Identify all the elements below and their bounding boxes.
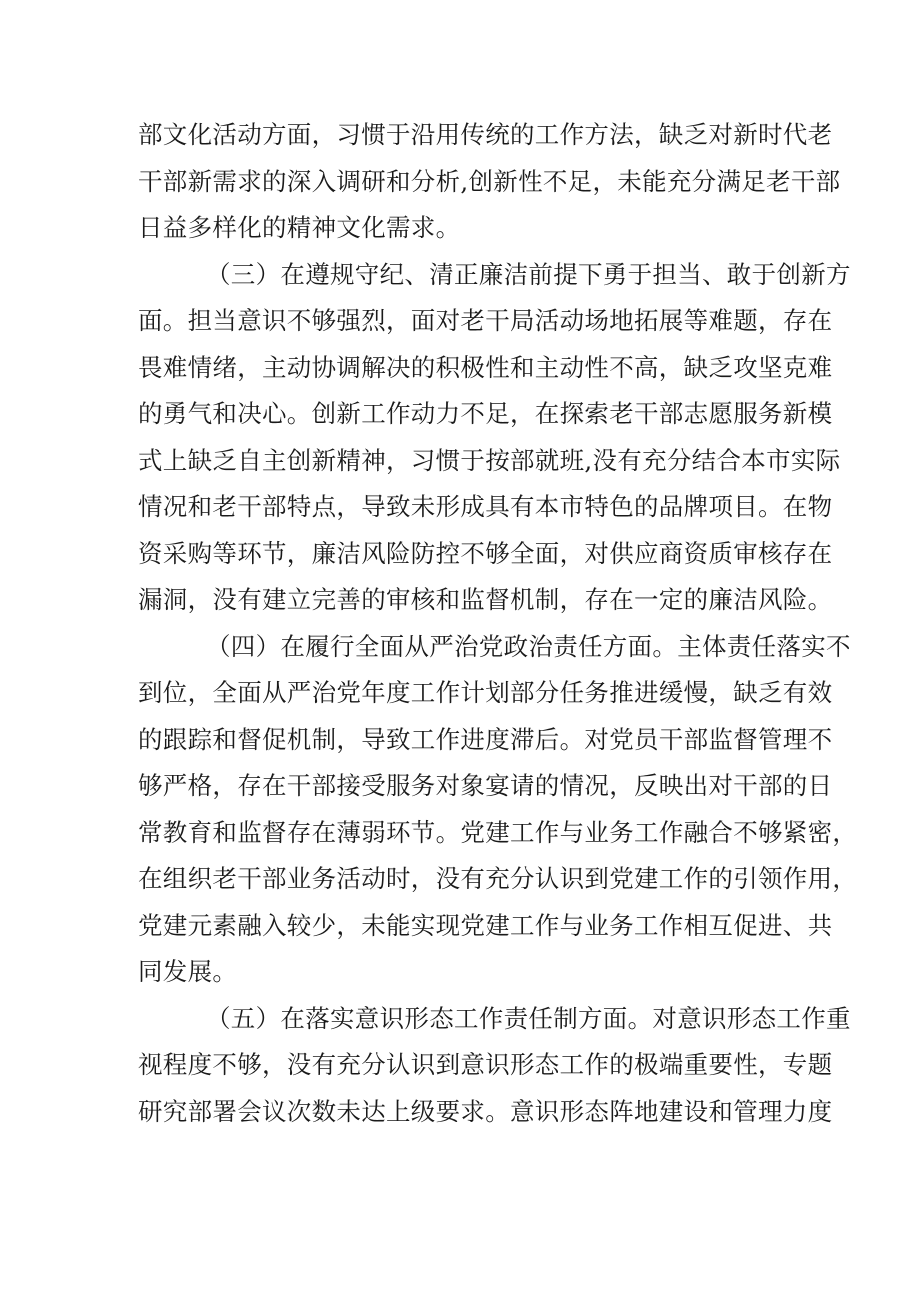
text-line: 情况和老干部特点，导致未形成具有本市特色的品牌项目。在物	[138, 492, 833, 521]
paragraph-section-3	[138, 252, 851, 624]
text-line: 够严格，存在干部接受服务对象宴请的情况，反映出对干部的日	[138, 771, 833, 800]
text-line: 漏洞，没有建立完善的审核和监督机制，存在一定的廉洁风险。	[138, 585, 833, 614]
text-line: 部文化活动方面，习惯于沿用传统的工作方法，缺乏对新时代老	[138, 120, 833, 149]
text-line: 在组织老干部业务活动时，没有充分认识到党建工作的引领作用，	[138, 864, 858, 893]
text-line: 到位，全面从严治党年度工作计划部分任务推进缓慢，缺乏有效	[138, 678, 833, 707]
text-line: 式上缺乏自主创新精神，习惯于按部就班,没有充分结合本市实际	[138, 445, 841, 475]
text-line: （三）在遵规守纪、清正廉洁前提下勇于担当、敢于创新方	[206, 259, 851, 289]
text-line: 面。担当意识不够强烈，面对老干局活动场地拓展等难题，存在	[138, 306, 833, 335]
text-line: 视程度不够，没有充分认识到意识形态工作的极端重要性，专题	[138, 1050, 833, 1079]
text-line: 的勇气和决心。创新工作动力不足，在探索老干部志愿服务新模	[138, 399, 833, 428]
text-line: 同发展。	[138, 957, 238, 986]
paragraph-section-4	[138, 624, 858, 996]
text-line: 的跟踪和督促机制，导致工作进度滞后。对党员干部监督管理不	[138, 724, 833, 754]
text-line: （四）在履行全面从严治党政治责任方面。主体责任落实不	[206, 631, 851, 661]
text-line: 资采购等环节，廉洁风险防控不够全面，对供应商资质审核存在	[138, 538, 833, 568]
text-line: 研究部署会议次数未达上级要求。意识形态阵地建设和管理力度	[138, 1096, 833, 1126]
document-page	[138, 112, 858, 1135]
text-line: 干部新需求的深入调研和分析,创新性不足，未能充分满足老干部	[138, 166, 841, 196]
text-line: 畏难情绪，主动协调解决的积极性和主动性不高，缺乏攻坚克难	[138, 352, 833, 382]
text-line: （五）在落实意识形态工作责任制方面。对意识形态工作重	[206, 1003, 851, 1033]
paragraph-continued	[138, 112, 841, 252]
text-line: 常教育和监督存在薄弱环节。党建工作与业务工作融合不够紧密，	[138, 817, 858, 847]
text-line: 日益多样化的精神文化需求。	[138, 213, 461, 242]
text-line: 党建元素融入较少，未能实现党建工作与业务工作相互促进、共	[138, 910, 833, 940]
paragraph-section-5	[138, 996, 851, 1136]
